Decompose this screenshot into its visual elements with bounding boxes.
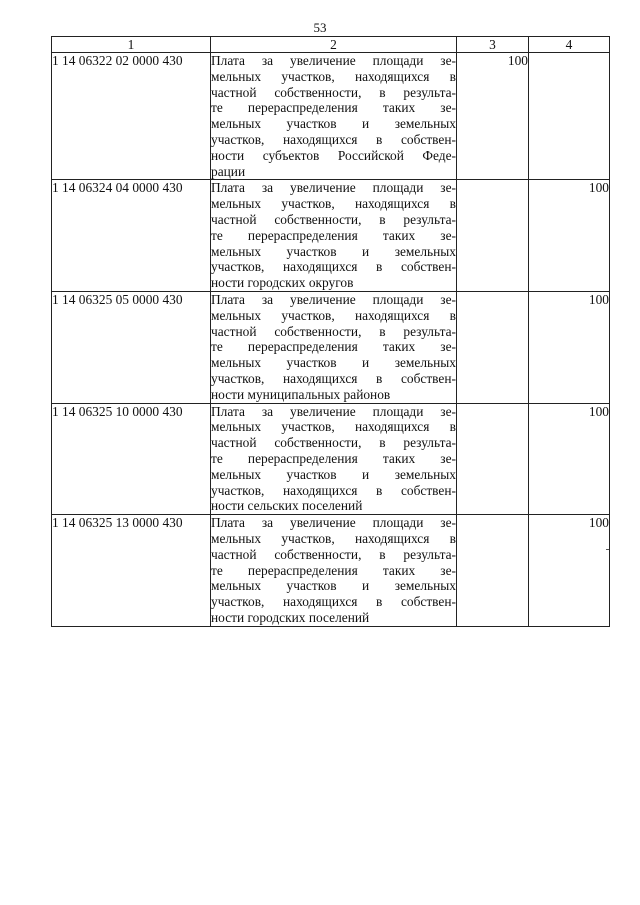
- description-line: ности муниципальных районов: [211, 386, 391, 402]
- col4-value: [529, 53, 610, 180]
- description-line: мельных участков, находящихся в: [211, 196, 456, 212]
- table-row: [52, 403, 610, 515]
- description-line: мельных участков, находящихся в: [211, 68, 456, 84]
- header-col-1: 1: [52, 37, 211, 53]
- col3-value: [457, 515, 529, 627]
- revenue-description: [211, 53, 457, 180]
- description-line: те перераспределения таких зе-: [211, 450, 456, 466]
- description-line: ности сельских поселений: [211, 498, 363, 514]
- description-line: мельных участков и земельных: [211, 116, 456, 132]
- col4-value: 100: [529, 515, 610, 627]
- description-line: рации: [211, 163, 246, 179]
- header-row: [52, 37, 610, 53]
- revenue-description: [211, 515, 457, 627]
- header-col-2: 2: [211, 37, 457, 53]
- description-line: мельных участков, находящихся в: [211, 307, 456, 323]
- description-line: Плата за увеличение площади зе-: [211, 291, 456, 307]
- description-line: участков, находящихся в собствен-: [211, 370, 456, 386]
- margin-mark: [606, 549, 609, 550]
- budget-table: [51, 36, 610, 627]
- revenue-code: 1 14 06325 10 0000 430: [52, 403, 211, 515]
- description-line: мельных участков, находящихся в: [211, 419, 456, 435]
- col3-value: 100: [457, 53, 529, 180]
- col4-value: 100: [529, 291, 610, 403]
- description-line: мельных участков и земельных: [211, 578, 456, 594]
- description-line: Плата за увеличение площади зе-: [211, 53, 456, 68]
- revenue-description: [211, 180, 457, 292]
- revenue-code: 1 14 06325 13 0000 430: [52, 515, 211, 627]
- description-line: мельных участков и земельных: [211, 355, 456, 371]
- table-row: [52, 291, 610, 403]
- description-line: мельных участков, находящихся в: [211, 530, 456, 546]
- revenue-description: [211, 403, 457, 515]
- description-line: участков, находящихся в собствен-: [211, 131, 456, 147]
- description-line: ности субъектов Российской Феде-: [211, 147, 456, 163]
- description-line: ности городских поселений: [211, 609, 370, 625]
- page-number: 53: [313, 20, 327, 35]
- col3-value: [457, 291, 529, 403]
- description-line: участков, находящихся в собствен-: [211, 482, 456, 498]
- description-line: те перераспределения таких зе-: [211, 562, 456, 578]
- description-line: мельных участков и земельных: [211, 466, 456, 482]
- revenue-description: [211, 291, 457, 403]
- description-line: те перераспределения таких зе-: [211, 100, 456, 116]
- description-line: участков, находящихся в собствен-: [211, 259, 456, 275]
- col4-value: 100: [529, 180, 610, 292]
- description-line: Плата за увеличение площади зе-: [211, 403, 456, 419]
- description-line: частной собственности, в результа-: [211, 435, 456, 451]
- description-line: Плата за увеличение площади зе-: [211, 515, 456, 531]
- description-line: Плата за увеличение площади зе-: [211, 180, 456, 196]
- description-line: те перераспределения таких зе-: [211, 339, 456, 355]
- table-row: [52, 53, 610, 180]
- description-line: частной собственности, в результа-: [211, 211, 456, 227]
- description-line: частной собственности, в результа-: [211, 546, 456, 562]
- revenue-code: 1 14 06325 05 0000 430: [52, 291, 211, 403]
- description-line: участков, находящихся в собствен-: [211, 594, 456, 610]
- header-col-4: 4: [529, 37, 610, 53]
- description-line: ности городских округов: [211, 275, 354, 291]
- col4-value: 100: [529, 403, 610, 515]
- description-line: мельных участков и земельных: [211, 243, 456, 259]
- header-col-3: 3: [457, 37, 529, 53]
- table-row: [52, 180, 610, 292]
- col3-value: [457, 180, 529, 292]
- description-line: частной собственности, в результа-: [211, 84, 456, 100]
- revenue-code: 1 14 06322 02 0000 430: [52, 53, 211, 180]
- col3-value: [457, 403, 529, 515]
- table-row: [52, 515, 610, 627]
- description-line: частной собственности, в результа-: [211, 323, 456, 339]
- revenue-code: 1 14 06324 04 0000 430: [52, 180, 211, 292]
- description-line: те перераспределения таких зе-: [211, 227, 456, 243]
